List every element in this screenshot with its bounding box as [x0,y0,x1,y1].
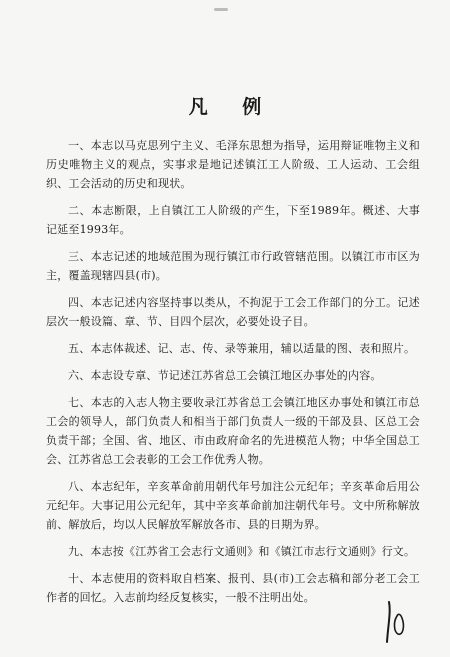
guideline-item-6: 六、本志设专章、节记述江苏省总工会镇江地区办事处的内容。 [68,369,382,382]
page-title: 凡 例 [188,96,276,118]
guideline-item-8: 八、本志纪年，辛亥革命前用朝代年号加注公元纪年；辛亥革命后用公元纪年。大事记用公元纪年，其中辛亥革命前加注朝代年号。文中所称解放前、解放后，均以人民解放军解放各市、县的日期为界。 [46,480,420,531]
guideline-item-7: 七、本志的入志人物主要收录江苏省总工会镇江地区办事处和镇江市总工会的领导人，部门负责人和相当于部门负责人一级的干部及县、区总工会负责干部；全国、省、地区、市由政府命名的先进模范人物；中华全国总工会、江苏省总工会表彰的工会工作优秀人物。 [46,396,420,466]
guideline-item-4: 四、本志记述内容坚持事以类从，不拘泥于工会工作部门的分工。记述层次一般设篇、章、节、目四个层次，必要处设子目。 [46,296,420,328]
guideline-item-9: 九、本志按《江苏省工会志行文通则》和《镇江市志行文通则》行文。 [68,545,416,558]
handwritten-page-mark [383,598,415,646]
guideline-item-10: 十、本志使用的资料取自档案、报刊、县(市)工会志稿和部分老工会工作者的回忆。入志前均经反复核实，一般不注明出处。 [46,572,420,604]
guideline-item-1: 一、本志以马克思列宁主义、毛泽东思想为指导，运用辩证唯物主义和历史唯物主义的观点，实事求是地记述镇江工人阶级、工人运动、工会组织、工会活动的历史和现状。 [46,139,420,190]
guidelines-body [46,136,420,615]
guideline-item-3: 三、本志记述的地域范围为现行镇江市行政管辖范围。以镇江市市区为主，覆盖现辖四县(市)。 [46,250,420,282]
guideline-item-5: 五、本志体裁述、记、志、传、录等兼用，辅以适量的图、表和照片。 [68,342,416,355]
guideline-item-2: 二、本志断限，上自镇江工人阶级的产生，下至1989年。概述、大事记延至1993年。 [46,204,420,236]
scan-smudge [214,8,228,11]
